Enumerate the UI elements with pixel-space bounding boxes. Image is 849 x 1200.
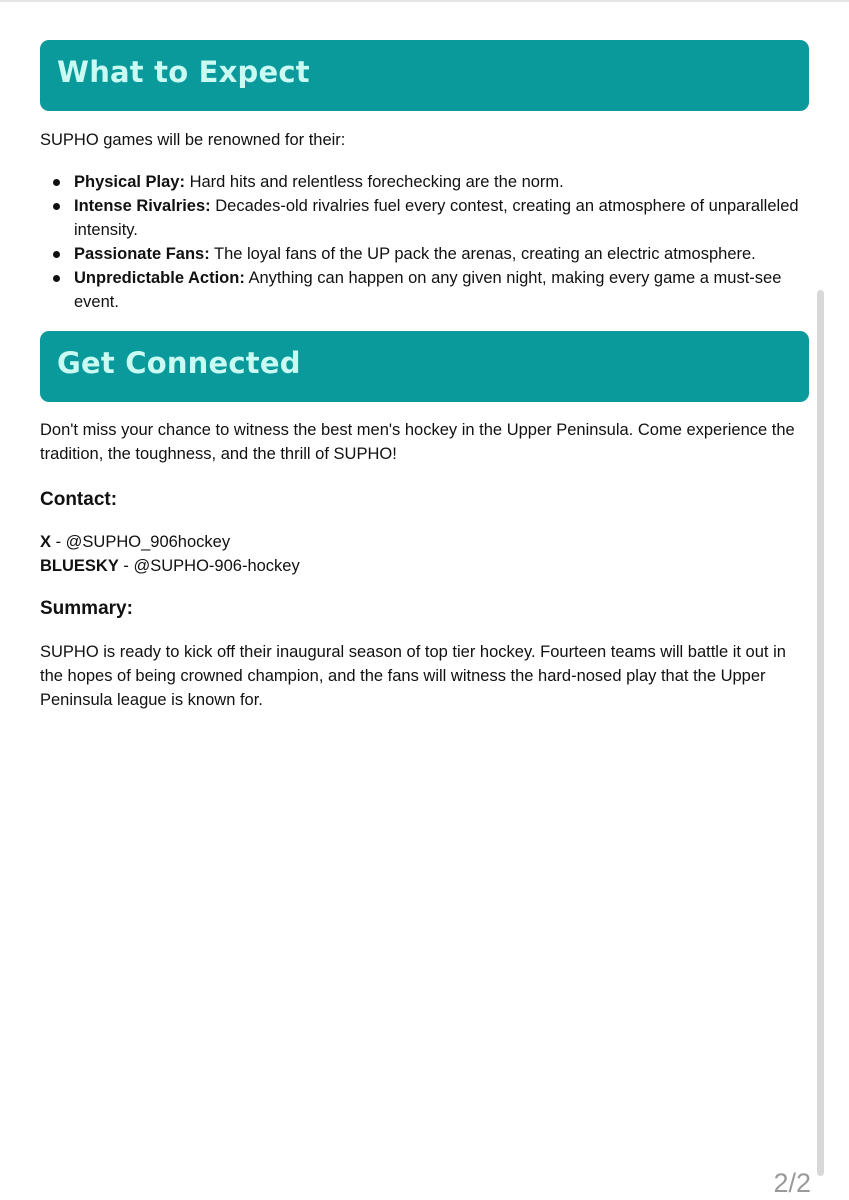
section-title: What to Expect [57,55,310,89]
item-label: Passionate Fans: [74,245,210,263]
connect-intro: Don't miss your chance to witness the best men's hockey in the Upper Peninsula. Come experience the tradition, the toughness, and the thrill of SUPHO! [40,421,795,463]
section-title: Get Connected [57,346,301,380]
item-label: Unpredictable Action: [74,269,245,287]
summary-text: SUPHO is ready to kick off their inaugural season of top tier hockey. Fourteen teams will battle it out in the hopes of being crowned champion, and the fans will witness the hard-nosed play that the Upper Peninsula league is known for. [40,643,786,709]
contact-heading: Contact: [40,489,118,510]
contact-handle: - @SUPHO-906-hockey [118,557,300,575]
section-banner-get-connected [40,331,809,402]
bullet-icon [53,203,60,210]
list-item [40,194,815,242]
item-text: The loyal fans of the UP pack the arenas, creating an electric atmosphere. [209,245,756,263]
contact-platform: X [40,533,52,551]
item-text: Anything can happen on any given night, making every game a must-see event. [74,269,782,311]
contact-handle: - @SUPHO_906hockey [51,533,231,551]
section-banner-what-to-expect [40,40,809,111]
expect-intro: SUPHO games will be renowned for their: [40,131,346,149]
contact-entry-bluesky [40,554,300,578]
item-text: Decades-old rivalries fuel every contest, creating an atmosphere of unparalleled intensity. [74,197,799,239]
contact-platform: BLUESKY [40,557,119,575]
item-label: Intense Rivalries: [74,197,211,215]
item-label: Physical Play: [74,173,185,191]
vertical-scrollbar[interactable] [817,290,824,1176]
list-item [40,242,815,266]
contact-entry-x [40,530,300,554]
list-item [40,170,815,194]
page-indicator: 2/2 [773,1168,811,1198]
bullet-icon [53,179,60,186]
expect-list [40,170,815,314]
bullet-icon [53,275,60,282]
contact-list [40,530,300,578]
bullet-icon [53,251,60,258]
top-divider [0,0,849,2]
item-text: Hard hits and relentless forechecking are the norm. [184,173,564,191]
list-item [40,266,815,314]
summary-heading: Summary: [40,598,133,619]
